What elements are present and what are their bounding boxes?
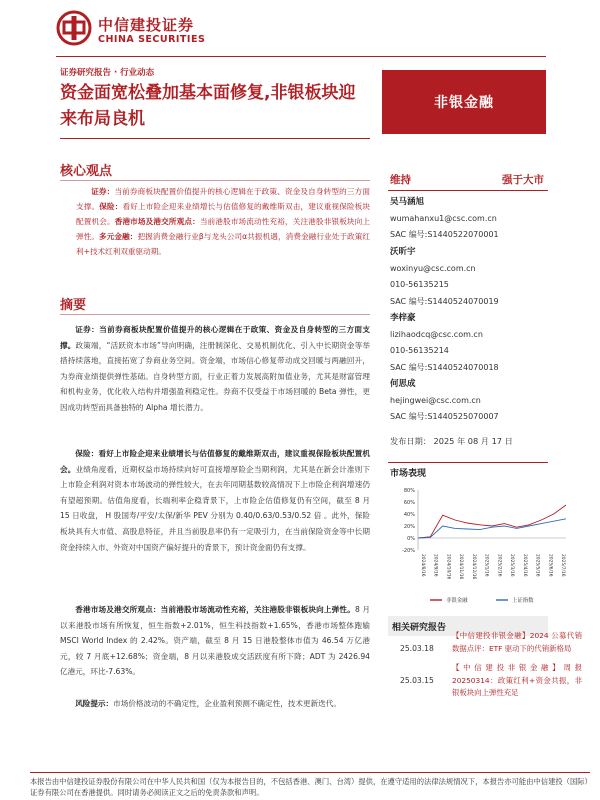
sector-badge: 非银金融 xyxy=(382,70,546,134)
rating-divider xyxy=(388,190,548,191)
abstract-p1-lead: 证券：当前券商板块配置价值提升的核心逻辑在于政策、资金及自身转型的三方面支撑。 xyxy=(60,325,370,350)
analyst-phone: 010-56135214 xyxy=(390,346,449,355)
chart-x-tick-label: 2025/2/16 xyxy=(496,554,502,577)
abstract-p2-body: 业绩角度看，近期权益市场持续向好可直接增厚险企当期利润，尤其是在新会计准则下上市险企利润对资本市场波动的弹性较大，在去年同期基数较高情况下上市险企利润增速仍有望超预期。估值角度看，长端利率企稳背景下，上市险企估值修复仍有空间，截至 8 月 15 日收盘， H 股国寿/平安/太保/新华 PEV 分别为 0.40/0.63/0.53/0.52 倍 。此外，保险板块具有大市值、高股息特征，并且当前股息率仍有一定吸引力，在当前保险资金等中长期资金持续入市、外资对中国资产偏好提升的背景下，预计资金面仍有支撑。 xyxy=(60,464,371,552)
abstract-p3-lead: 香港市场及港交所观点：当前港股市场流动性充裕，关注港股非银板块向上弹性。 xyxy=(75,605,355,614)
chart-y-tick-label: 40% xyxy=(403,512,415,518)
brand-name-cn: 中信建投证券 xyxy=(98,16,195,34)
brand-name-en: CHINA SECURITIES xyxy=(98,34,206,45)
core-diversified: 把握消费金融行业β与龙头公司α共振机遇，消费金融行业处于政策红利+技术红利双重驱动期。 xyxy=(76,232,371,256)
chart-x-tick-label: 2024/9/16 xyxy=(432,554,438,577)
related-report-link[interactable]: 【中信建投非银金融】周报 20250314：政策红利+资金共振，非银板块向上弹性充足 xyxy=(452,663,582,698)
chart-x-tick-label: 2024/11/16 xyxy=(458,554,464,580)
company-logo-icon xyxy=(56,10,92,46)
analyst-email: hejingwei@csc.com.cn xyxy=(390,395,481,405)
core-hk: 当前港股市场流动性充裕，关注港股非银板块向上弹性。 xyxy=(76,217,371,241)
chart-y-tick-label: 60% xyxy=(403,500,415,506)
chart-x-tick-label: 2025/5/16 xyxy=(534,554,540,577)
abstract-p3 xyxy=(60,602,370,680)
rating-value: 强于大市 xyxy=(502,174,544,186)
core-securities: 当前券商板块配置价值提升的核心逻辑在于政策、资金及自身转型的三方面支撑。 xyxy=(76,187,370,211)
core-tag-diversified: 多元金融： xyxy=(99,232,138,241)
core-tag-insurance: 保险： xyxy=(99,202,123,211)
market-divider xyxy=(388,462,548,463)
core-tag-hk: 香港市场及港交所观点： xyxy=(114,217,200,226)
analyst-sac: SAC 编号:S1440524070019 xyxy=(390,296,499,306)
analyst-card xyxy=(390,310,546,376)
core-insurance: 看好上市险企迎来业绩增长与估值修复的戴维斯双击，建议重视保险板块配置机会。 xyxy=(76,202,371,226)
abstract-p2-lead: 保险：看好上市险企迎来业绩增长与估值修复的戴维斯双击，建议重视保险板块配置机会。 xyxy=(60,449,370,474)
chart-legend-label: 非银金融 xyxy=(446,598,468,604)
related-report-link[interactable]: 【中信建投非银金融】2024 公募代销数据点评：ETF 驱动下的代销新格局 xyxy=(452,631,582,653)
analyst-name: 沃昕宇 xyxy=(390,247,416,257)
analyst-phone: 010-56135215 xyxy=(390,280,449,289)
chart-y-tick-label: 0% xyxy=(407,536,415,542)
analyst-sac: SAC 编号:S1440522070001 xyxy=(390,230,499,239)
abstract-p1 xyxy=(60,322,370,416)
abstract-p3-body: 8 月以来港股市场有所恢复，恒生指数+2.01%，恒生科技指数+1.65%，香港市场整体跑输 MSCI World Index 的 2.42%。资产端，截至 8 月 15 日港股整体市值为 46.54 万亿港元，较 7 月底+12.68%；资金端，8 月以来港股成交活跃度有所下降；ADT 为 2426.94 亿港元，环比-7.63%。 xyxy=(60,605,371,677)
related-date: 25.03.18 xyxy=(400,644,434,653)
core-divider xyxy=(60,180,370,181)
title-divider xyxy=(60,138,370,139)
abstract-p4-body: 市场价格波动的不确定性，企业盈利预测不确定性，技术更新迭代。 xyxy=(113,699,341,708)
rating-action: 维持 xyxy=(390,174,411,186)
report-title: 资金面宽松叠加基本面修复,非银板块迎来布局良机 xyxy=(60,83,356,129)
chart-x-tick-label: 2025/3/16 xyxy=(509,554,515,577)
analyst-card xyxy=(390,376,546,426)
core-tag-securities: 证券： xyxy=(91,187,115,196)
abstract-divider xyxy=(60,314,370,315)
analyst-name: 李梓豪 xyxy=(390,313,416,323)
publish-date: 发布日期： 2025 年 08 月 17 日 xyxy=(390,436,513,446)
chart-x-tick-label: 2025/7/16 xyxy=(560,554,565,577)
chart-x-tick-label: 2025/1/16 xyxy=(483,554,489,577)
analyst-sac: SAC 编号:S1440524070018 xyxy=(390,362,499,372)
abstract-heading: 摘要 xyxy=(60,298,87,313)
abstract-p1-body: 政策端，“活跃资本市场”导向明确，注册制深化、交易机制优化、引入中长期资金等举措持续落地，直接拓宽了券商业务空间。资金端，市场信心修复带动成交回暖与两融回升，为券商业绩提供弹性基础。自身转型方面，行业正着力发展高附加值业务，尤其是财富管理和机构业务，优化收入结构并增强盈利稳定性。券商不仅受益于市场回暖的 Beta 弹性，更因成功转型而具备独特的 Alpha 增长潜力。 xyxy=(60,340,371,412)
market-heading: 市场表现 xyxy=(390,469,427,479)
market-performance-chart xyxy=(390,484,576,608)
core-text xyxy=(76,184,370,259)
analyst-name: 吴马涵旭 xyxy=(390,197,425,207)
abstract-p4-lead: 风险提示： xyxy=(75,699,114,708)
chart-legend-label: 上证指数 xyxy=(512,598,534,604)
chart-y-tick-label: 80% xyxy=(403,488,415,494)
report-type: 证券研究报告 · 行业动态 xyxy=(60,68,155,78)
chart-series-line xyxy=(418,505,566,538)
chart-x-tick-label: 2024/12/16 xyxy=(470,554,476,580)
disclaimer-footer: 本报告由中信建投证券股份有限公司在中华人民共和国（仅为本报告目的，不包括香港、澳门、台湾）提供，在遵守适用的法律法规情况下，本报告亦可能由中信建投（国际）证券有限公司在香港提供。同时请务必阅读正文之后的免责条款和声明。 xyxy=(30,772,590,798)
chart-y-tick-label: -20% xyxy=(402,548,415,554)
chart-x-tick-label: 2024/10/16 xyxy=(445,554,451,580)
related-heading: 相关研究报告 xyxy=(388,616,548,636)
analyst-name: 何思成 xyxy=(390,379,416,389)
analyst-email: woxinyu@csc.com.cn xyxy=(390,263,476,273)
core-heading: 核心观点 xyxy=(60,164,113,179)
analyst-card xyxy=(390,194,546,244)
chart-x-tick-label: 2024/8/16 xyxy=(420,554,425,577)
abstract-p2 xyxy=(60,446,370,555)
chart-series-line xyxy=(418,519,566,538)
abstract-p4 xyxy=(60,696,370,712)
analyst-card xyxy=(390,244,546,310)
rating-row xyxy=(388,168,548,190)
analyst-sac: SAC 编号:S1440525070007 xyxy=(390,412,499,421)
analyst-email: lizihaodcq@csc.com.cn xyxy=(390,329,483,339)
chart-x-tick-label: 2025/4/16 xyxy=(521,554,527,577)
analyst-email: wumahanxu1@csc.com.cn xyxy=(390,213,497,223)
chart-x-tick-label: 2025/6/16 xyxy=(547,554,553,577)
header xyxy=(56,8,556,60)
related-date: 25.03.15 xyxy=(400,676,434,685)
header-divider xyxy=(56,56,546,57)
chart-y-tick-label: 20% xyxy=(403,524,415,530)
